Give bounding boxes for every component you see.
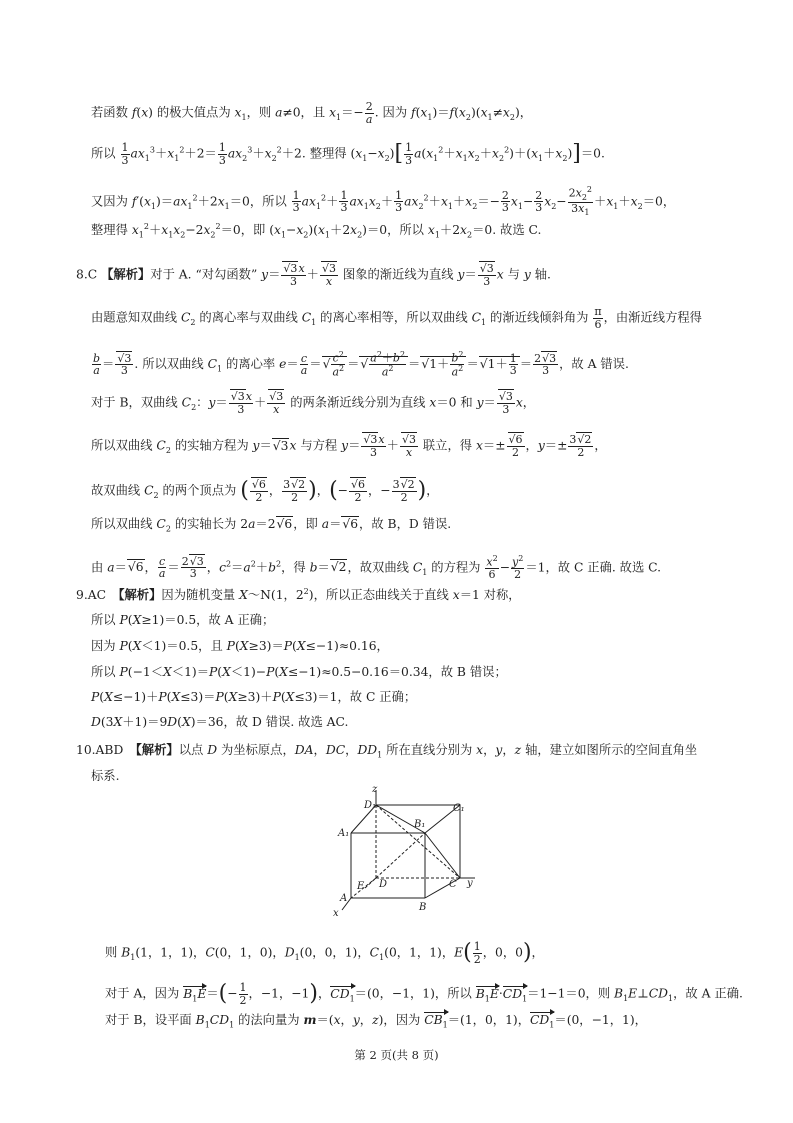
hidden-edge [376,805,460,878]
text-line: 所以 $\frac{1}{3}$ $ax_1^3+x_1^2+2=$ $\frac{1}{3}$ $ax_2^3+x_2^2+2$. 整理得 $(x_1-x_2)$[ $\frac{1}{3}$ $a(x_1^2+x_1x_2+x_2^2)+(x_1+x_2)]=0$. [91,141,605,167]
text-line: 又因为 $f'(x_1)=ax_1^2+2x_1=0$，所以 $\frac{1}{3}$ $ax_1^2+$ $\frac{1}{3}$ $ax_1x_2+$ $\frac{1}{3}$ $ax_2^2+x_1+x_2=-$ $\frac{2}{3}$ $x_1-$ $\frac{2}{3}$ $x_2-$ $\frac{2x_2^2}{3x_1}$ $+x_1+x_2=0$， [91,185,676,218]
text-line: 所以 P(−1＜X＜1)＝P(X＜1)−P(X≤−1)≈0.5−0.16＝0.34，故 B 错误； [91,665,507,679]
point-label: A [340,893,348,904]
analysis-label: 【解析】 [135,742,179,757]
point-label: C [449,879,457,890]
text-line: 整理得 $x_1^2+x_1x_2-2x_2^2=0$，即 $(x_1-x_2)(x_1+2x_2)=0$，所以 $x_1+2x_2=0$. 故选 C. [91,222,542,240]
text-line: 所以双曲线 $C_2$ 的实轴方程为 y＝√3x 与方程 y＝ $\frac{√3x}{3}$ ＋ $\frac{√3}{x}$ 联立，得 x＝± $\frac{√6}{2}$ ，y＝± $\frac{3√2}{2}$ ， [91,433,607,459]
text-line: 对于 B，双曲线 $C_2$：y＝ $\frac{√3x}{3}$ ＋ $\frac{√3}{x}$ 的两条渐近线分别为直线 x＝0 和 y＝ $\frac{√3}{3}$ x， [91,390,536,416]
point-label: E [357,881,365,892]
text-line: 9.AC 【解析】因为随机变量 X～N(1，$2^2$)，所以正态曲线关于直线 x＝1 对称， [76,587,521,603]
point-label: D₁ [364,800,377,811]
point-label: C₁ [453,803,465,814]
point-label: y [467,878,473,889]
hidden-edge [365,833,425,888]
text-line: 由题意知双曲线 $C_2$ 的离心率与双曲线 $C_1$ 的离心率相等，所以双曲线 $C_1$ 的渐近线倾斜角为 $\frac{\pi}{6}$ ，由渐近线方程得 [91,305,702,331]
text-line: 若函数 f(x) 的极大值点为 $x_1$，则 a≠0，且 $x_1=-$ $\frac{2}{a}$ . 因为 $f(x_1)=f(x_2)(x_1\ne x_2)$， [91,100,533,126]
answer-10: 10.ABD [76,743,124,757]
point-label: z [372,784,378,795]
text-line: 对于 A，因为 $B_1E=(-$ $\frac{1}{2}$ ，−1，−1)，$CD_1=(0$，−1，1)，所以 $B_1E\cdot CD_1=1-1=0$，则 $B_1E\perp CD_1$，故 A 正确. [105,981,743,1007]
text-line: 10.ABD 【解析】以点 D 为坐标原点，DA，DC，$DD_1$ 所在直线分别为 x，y，z 轴，建立如图所示的空间直角坐 [76,742,698,760]
point-label: x [333,908,339,919]
point-label: A₁ [338,828,350,839]
text-line: D(3X＋1)＝9D(X)＝36，故 D 错误. 故选 AC. [91,715,349,729]
answer-8: 8.C [76,267,98,282]
point-label: B₁ [414,819,426,830]
text-line: 故双曲线 $C_2$ 的两个顶点为 ( $\frac{√6}{2}$ ， $\frac{3√2}{2}$ )，(− $\frac{√6}{2}$ ，− $\frac{3√2}{2}$ )， [91,478,439,504]
text-line: 所以双曲线 $C_2$ 的实轴长为 2a＝2√6，即 a＝√6，故 B，D 错误. [91,517,452,534]
point-label: D [379,879,388,890]
text-line: P(X≤−1)＋P(X≤3)＝P(X≥3)＋P(X≤3)＝1，故 C 正确； [91,690,417,704]
text-line: 对于 B，设平面 $B_1CD_1$ 的法向量为 m＝(x，y，z)，因为 $CB_1=(1$，0，1)，$CD_1=(0$，−1，1)， [105,1012,647,1030]
analysis-label: 【解析】 [101,266,151,282]
cube-figure [330,780,490,920]
page-footer: 第 2 页(共 8 页) [354,1048,439,1062]
text-line: 由 a＝√6， $\frac{c}{a}$ ＝ $\frac{2√3}{3}$ ，$c^2=a^2+b^2$，得 b＝√2，故双曲线 $C_1$ 的方程为 $\frac{x^2}{6}$ − $\frac{y^2}{2}$ ＝1，故 C 正确. 故选 C. [91,554,662,582]
cube-edge [425,833,460,878]
point-label: B [419,902,427,913]
text-line: 所以 P(X≥1)＝0.5，故 A 正确； [91,613,275,627]
text-line: 因为 P(X＜1)＝0.5，且 P(X≥3)＝P(X≤−1)≈0.16， [91,639,389,653]
text-line: 标系. [91,769,120,783]
text-line: 8.C 【解析】对于 A. “对勾函数” y＝ $\frac{√3x}{3}$ ＋ $\frac{√3}{x}$ 图象的渐近线为直线 y＝ $\frac{√3}{3}$ x 与 y 轴. [76,262,551,288]
text-line: 则 $B_1(1$，1，1)，C(0，1，0)，$D_1(0$，0，1)，$C_1(0$，1，1)，E( $\frac{1}{2}$ ，0，0)， [105,940,544,966]
text-line: $\frac{b}{a}$ ＝ $\frac{√3}{3}$ . 所以双曲线 $C_1$ 的离心率 e＝ $\frac{c}{a}$ ＝√ $\frac{c^2}{a^2}$ ＝√ $\frac{a^2+b^2}{a^2}$ ＝√1＋ $\frac{b^2}{a^2}$ ＝√1＋ $\frac{1}{3}$ ＝ $\frac{2√3}{3}$ ，故 A 错误. [93,350,629,379]
answer-9: 9.AC [76,588,107,603]
analysis-label: 【解析】 [118,587,162,603]
